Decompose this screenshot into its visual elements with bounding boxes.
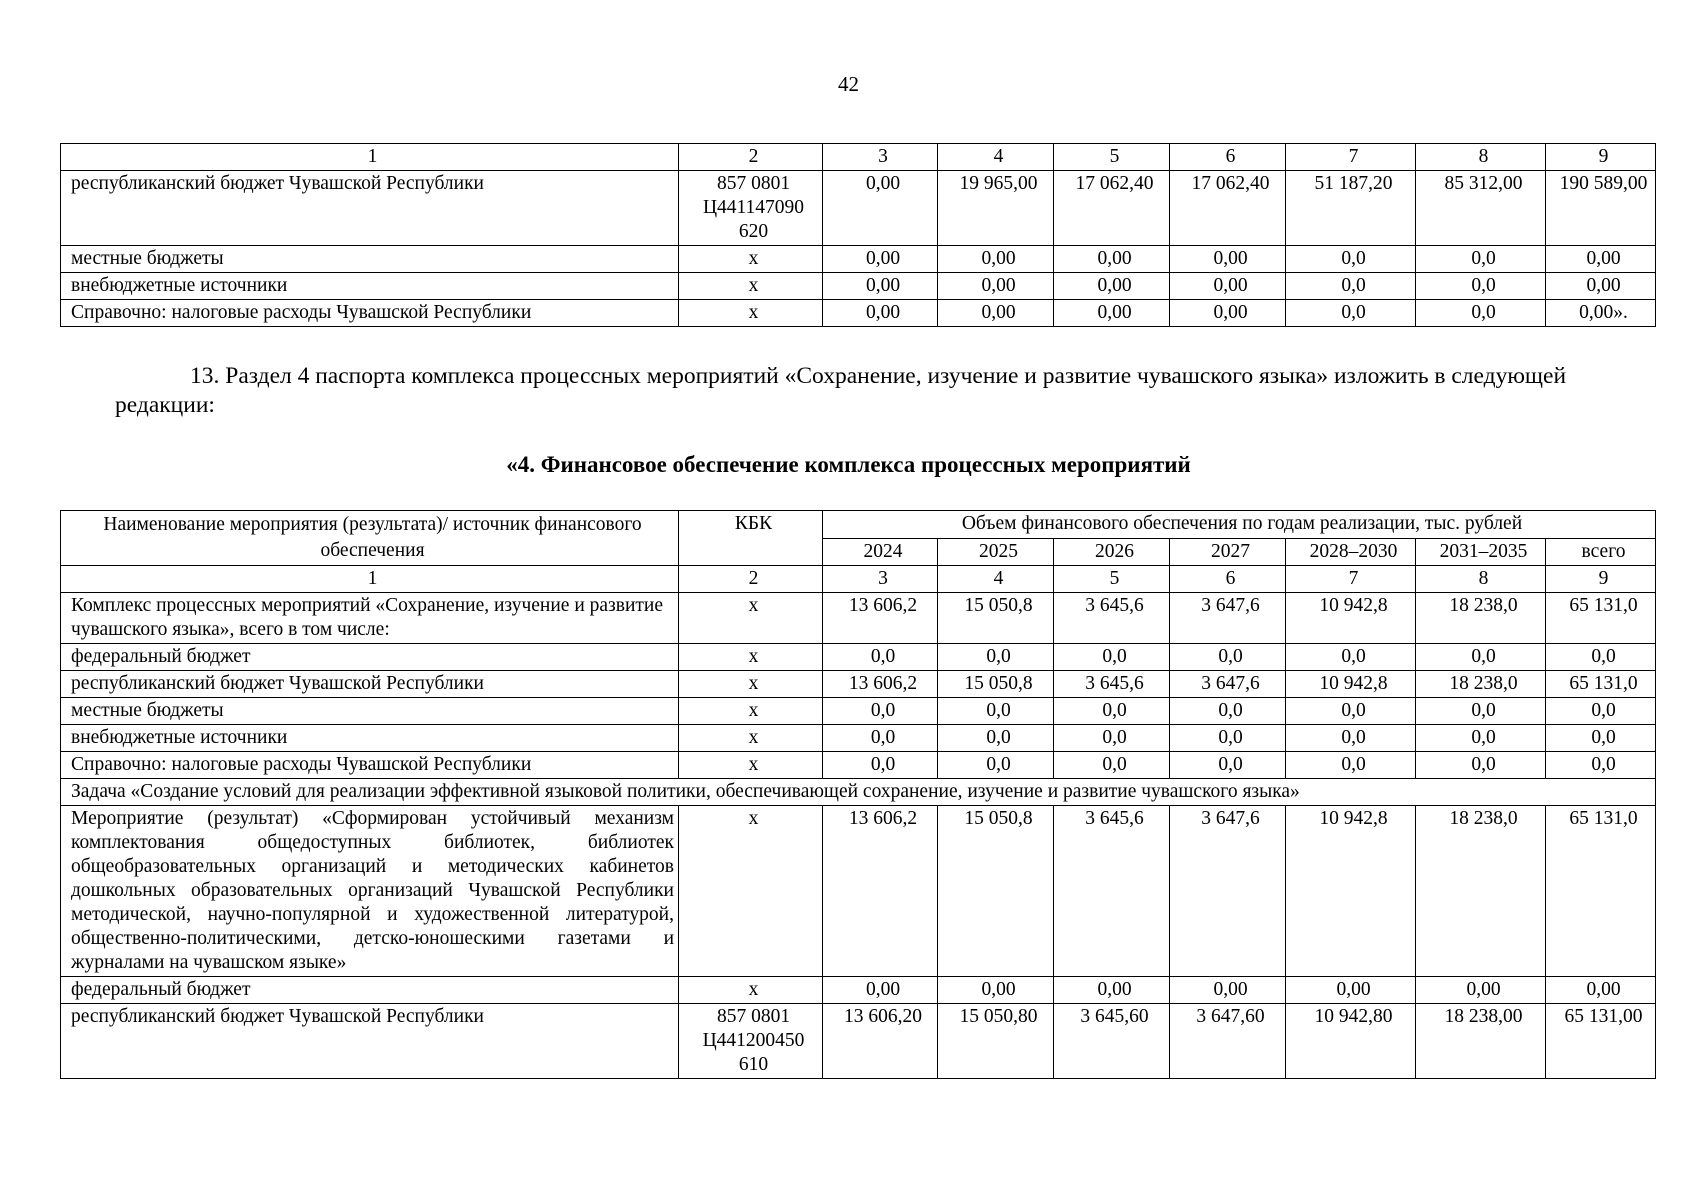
table-row (61, 273, 1656, 300)
table-row (61, 806, 1656, 977)
value-cell: 0,0 (938, 698, 1054, 725)
value-cell: 15 050,8 (938, 806, 1054, 977)
header-year: 2027 (1170, 538, 1286, 566)
financing-table (60, 510, 1656, 1079)
value-cell: 0,0 (1286, 273, 1416, 300)
value-cell: 51 187,20 (1286, 171, 1416, 246)
column-number-row (61, 144, 1656, 171)
value-cell: 0,0 (1416, 644, 1546, 671)
value-cell: 0,0 (938, 725, 1054, 752)
header-name: Наименование мероприятия (результата)/ источник финансового обеспечения (61, 511, 679, 566)
amendment-paragraph: 13. Раздел 4 паспорта комплекса процессных мероприятий «Сохранение, изучение и развитие чувашского языка» изложить в следующей редакции: (115, 363, 1567, 418)
value-cell: 0,0 (1170, 725, 1286, 752)
row-kbk (679, 977, 823, 1004)
value-cell: 0,0 (1286, 644, 1416, 671)
table-row (61, 171, 1656, 246)
column-number-1: 1 (61, 566, 679, 593)
value-cell: 0,00 (1170, 273, 1286, 300)
value-cell: 10 942,8 (1286, 671, 1416, 698)
header-kbk: КБК (679, 511, 823, 566)
value-cell: 0,00 (1054, 273, 1170, 300)
column-number-6: 6 (1170, 566, 1286, 593)
column-number-3: 3 (823, 566, 938, 593)
column-number-3: 3 (823, 144, 938, 171)
column-number-5: 5 (1054, 566, 1170, 593)
value-cell: 0,0 (1546, 698, 1656, 725)
row-name: республиканский бюджет Чувашской Республики (61, 671, 679, 698)
row-name: внебюджетные источники (61, 273, 679, 300)
value-cell: 15 050,80 (938, 1004, 1054, 1079)
row-name: Справочно: налоговые расходы Чувашской Республики (61, 752, 679, 779)
value-cell: 0,0 (1546, 752, 1656, 779)
value-cell: 0,0 (1546, 725, 1656, 752)
value-cell: 0,0 (938, 752, 1054, 779)
value-cell: 0,0 (1416, 300, 1546, 327)
row-kbk (679, 1004, 823, 1079)
value-cell: 0,0 (1054, 698, 1170, 725)
value-cell: 0,0 (823, 725, 938, 752)
value-cell: 0,0 (1054, 752, 1170, 779)
table-row (61, 300, 1656, 327)
kbk-line: х (748, 808, 759, 829)
value-cell: 0,0 (823, 752, 938, 779)
table-row (61, 644, 1656, 671)
row-kbk (679, 725, 823, 752)
value-cell: 0,0 (1286, 300, 1416, 327)
value-cell: 0,00 (1054, 300, 1170, 327)
row-kbk (679, 806, 823, 977)
value-cell: 3 645,6 (1054, 593, 1170, 644)
row-kbk (679, 644, 823, 671)
header-year: всего (1546, 538, 1656, 566)
value-cell: 0,00 (1170, 246, 1286, 273)
header-year: 2028–2030 (1286, 538, 1416, 566)
task-cell: Задача «Создание условий для реализации эффективной языковой политики, обеспечивающей сохранение, изучение и развитие чувашского языка» (61, 779, 1656, 806)
value-cell: 15 050,8 (938, 671, 1054, 698)
value-cell: 0,0 (1054, 725, 1170, 752)
value-cell: 0,00 (823, 171, 938, 246)
value-cell: 0,0 (1286, 698, 1416, 725)
kbk-line: х (748, 646, 759, 667)
table-row (61, 593, 1656, 644)
row-name: Справочно: налоговые расходы Чувашской Республики (61, 300, 679, 327)
kbk-line: х (748, 275, 759, 296)
value-cell: 0,00 (1054, 977, 1170, 1004)
value-cell: 0,00 (938, 300, 1054, 327)
value-cell: 0,0 (1170, 698, 1286, 725)
column-number-1: 1 (61, 144, 679, 171)
value-cell: 0,0 (1170, 644, 1286, 671)
kbk-line: 620 (738, 221, 769, 242)
value-cell: 13 606,2 (823, 671, 938, 698)
row-kbk (679, 752, 823, 779)
table-row (61, 725, 1656, 752)
kbk-line: х (748, 595, 759, 616)
value-cell: 0,0 (1170, 752, 1286, 779)
section-heading: «4. Финансовое обеспечение комплекса процессных мероприятий (506, 452, 1191, 477)
header-year: 2031–2035 (1416, 538, 1546, 566)
value-cell: 3 647,60 (1170, 1004, 1286, 1079)
task-row (61, 779, 1656, 806)
table-row (61, 671, 1656, 698)
column-number-row (61, 566, 1656, 593)
value-cell: 0,00 (1170, 977, 1286, 1004)
value-cell: 3 647,6 (1170, 806, 1286, 977)
row-name: Комплекс процессных мероприятий «Сохранение, изучение и развитие чувашского языка», всего в том числе: (61, 593, 679, 644)
value-cell: 65 131,00 (1546, 1004, 1656, 1079)
kbk-line: х (748, 979, 759, 1000)
value-cell: 0,0 (1286, 725, 1416, 752)
table-row (61, 1004, 1656, 1079)
kbk-line: х (748, 727, 759, 748)
kbk-line: 857 0801 (716, 1006, 791, 1027)
column-number-9: 9 (1546, 566, 1656, 593)
value-cell: 0,00 (1546, 246, 1656, 273)
header-year: 2026 (1054, 538, 1170, 566)
value-cell: 13 606,20 (823, 1004, 938, 1079)
value-cell: 18 238,00 (1416, 1004, 1546, 1079)
value-cell: 0,00 (823, 273, 938, 300)
column-number-7: 7 (1286, 566, 1416, 593)
kbk-line: 610 (738, 1054, 769, 1075)
value-cell: 0,0 (1416, 752, 1546, 779)
header-year: 2025 (938, 538, 1054, 566)
value-cell: 13 606,2 (823, 806, 938, 977)
row-kbk (679, 273, 823, 300)
row-name: Мероприятие (результат) «Сформирован устойчивый механизм комплектования общедоступных библиотек, библиотек общеобразовательных организаций и методических кабинетов дошкольных образовательных организаций Чувашской Республики методической, научно-популярной и художественной литературой, общественно-политическими, детско-юношескими газетами и журналами на чувашском языке» (61, 806, 679, 977)
kbk-line: х (748, 302, 759, 323)
value-cell: 0,0 (1416, 698, 1546, 725)
value-cell: 0,0 (1416, 246, 1546, 273)
value-cell: 0,00 (938, 977, 1054, 1004)
value-cell: 0,00 (823, 300, 938, 327)
value-cell: 0,00 (1416, 977, 1546, 1004)
value-cell: 18 238,0 (1416, 671, 1546, 698)
kbk-line: х (748, 673, 759, 694)
row-kbk (679, 171, 823, 246)
column-number-2: 2 (679, 144, 823, 171)
row-name: федеральный бюджет (61, 644, 679, 671)
kbk-line: х (748, 754, 759, 775)
value-cell: 3 645,6 (1054, 806, 1170, 977)
value-cell: 0,0 (1416, 725, 1546, 752)
row-name: республиканский бюджет Чувашской Республики (61, 1004, 679, 1079)
column-number-6: 6 (1170, 144, 1286, 171)
table-row (61, 752, 1656, 779)
row-kbk (679, 246, 823, 273)
kbk-line: 857 0801 (716, 173, 791, 194)
column-number-4: 4 (938, 144, 1054, 171)
value-cell: 10 942,8 (1286, 593, 1416, 644)
page-number: 42 (838, 72, 859, 96)
value-cell: 10 942,80 (1286, 1004, 1416, 1079)
header-volume: Объем финансового обеспечения по годам реализации, тыс. рублей (823, 511, 1656, 539)
value-cell: 18 238,0 (1416, 593, 1546, 644)
financing-table-continued (60, 143, 1656, 327)
value-cell: 19 965,00 (938, 171, 1054, 246)
header-year: 2024 (823, 538, 938, 566)
table-row (61, 977, 1656, 1004)
value-cell: 13 606,2 (823, 593, 938, 644)
value-cell: 3 647,6 (1170, 593, 1286, 644)
value-cell: 0,00 (1546, 977, 1656, 1004)
column-number-7: 7 (1286, 144, 1416, 171)
value-cell: 0,00 (1546, 273, 1656, 300)
value-cell: 17 062,40 (1170, 171, 1286, 246)
value-cell: 3 645,60 (1054, 1004, 1170, 1079)
table-row (61, 698, 1656, 725)
value-cell: 0,0 (1546, 644, 1656, 671)
value-cell: 0,0 (823, 698, 938, 725)
value-cell: 17 062,40 (1054, 171, 1170, 246)
value-cell: 0,00 (938, 246, 1054, 273)
value-cell: 15 050,8 (938, 593, 1054, 644)
row-kbk (679, 593, 823, 644)
column-number-8: 8 (1416, 144, 1546, 171)
table-row (61, 246, 1656, 273)
value-cell: 0,0 (1286, 246, 1416, 273)
value-cell: 65 131,0 (1546, 806, 1656, 977)
value-cell: 0,00». (1546, 300, 1656, 327)
value-cell: 65 131,0 (1546, 671, 1656, 698)
value-cell: 0,00 (823, 246, 938, 273)
value-cell: 0,00 (1054, 246, 1170, 273)
row-kbk (679, 300, 823, 327)
value-cell: 0,00 (1286, 977, 1416, 1004)
value-cell: 0,00 (938, 273, 1054, 300)
value-cell: 3 645,6 (1054, 671, 1170, 698)
header-row (61, 511, 1656, 539)
value-cell: 65 131,0 (1546, 593, 1656, 644)
row-name: местные бюджеты (61, 698, 679, 725)
value-cell: 3 647,6 (1170, 671, 1286, 698)
value-cell: 0,0 (938, 644, 1054, 671)
column-number-5: 5 (1054, 144, 1170, 171)
row-name: местные бюджеты (61, 246, 679, 273)
value-cell: 0,0 (1416, 273, 1546, 300)
value-cell: 0,0 (1286, 752, 1416, 779)
column-number-2: 2 (679, 566, 823, 593)
row-name: внебюджетные источники (61, 725, 679, 752)
value-cell: 10 942,8 (1286, 806, 1416, 977)
kbk-line: Ц441147090 (702, 197, 805, 218)
row-name: федеральный бюджет (61, 977, 679, 1004)
column-number-9: 9 (1546, 144, 1656, 171)
row-kbk (679, 671, 823, 698)
value-cell: 18 238,0 (1416, 806, 1546, 977)
row-name: республиканский бюджет Чувашской Республики (61, 171, 679, 246)
value-cell: 85 312,00 (1416, 171, 1546, 246)
row-kbk (679, 698, 823, 725)
value-cell: 190 589,00 (1546, 171, 1656, 246)
column-number-8: 8 (1416, 566, 1546, 593)
value-cell: 0,0 (823, 644, 938, 671)
column-number-4: 4 (938, 566, 1054, 593)
kbk-line: х (748, 700, 759, 721)
value-cell: 0,00 (1170, 300, 1286, 327)
kbk-line: Ц441200450 (702, 1030, 805, 1051)
value-cell: 0,0 (1054, 644, 1170, 671)
kbk-line: х (748, 248, 759, 269)
value-cell: 0,00 (823, 977, 938, 1004)
